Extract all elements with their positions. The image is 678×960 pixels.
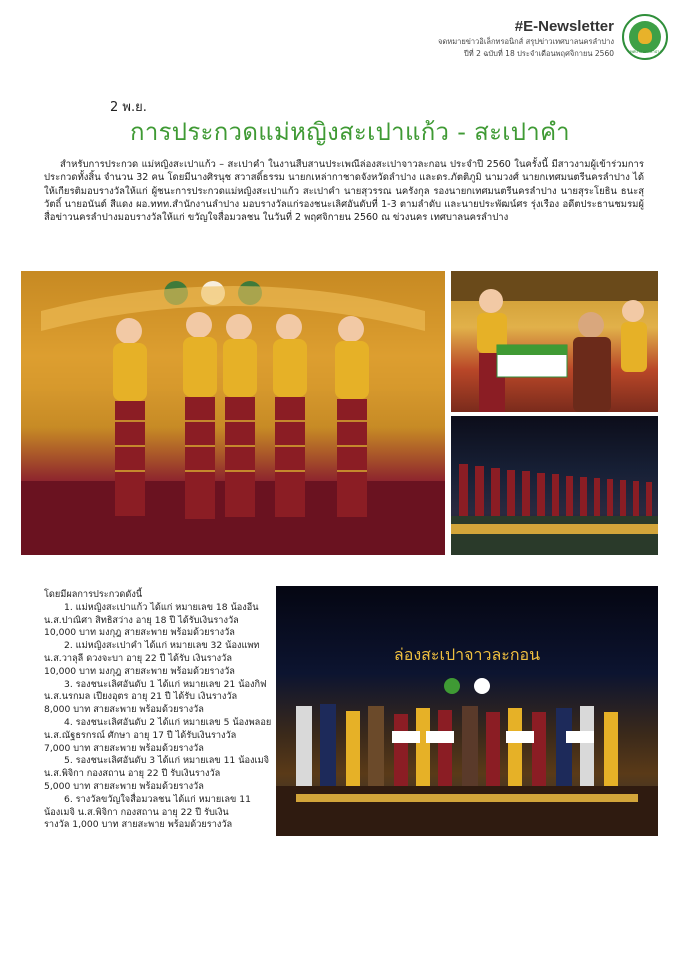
logo-caption: เทศบาลนครลำปาง: [628, 49, 662, 54]
result-item: [44, 717, 272, 755]
result-line: 7,000 บาท สายสะพาย พร้อมด้วยรางวัล: [44, 742, 204, 754]
result-line: น.ส.ณัฐธรกรณ์ ศักษา อายุ 17 ปี ได้รับเงินรางวัล: [44, 729, 237, 741]
result-line: 1. แม่หญิงสะเปาแก้ว ได้แก่ หมายเลข 18 น้องอีน: [64, 601, 259, 613]
result-line: รางวัล 1,000 บาท สายสะพาย พร้อมด้วยรางวัล: [44, 819, 233, 831]
subtitle-line-2: ปีที่ 2 ฉบับที่ 18 ประจำเดือนพฤศจิกายน 2560: [463, 49, 614, 58]
contestants-lineup-photo: [451, 416, 658, 555]
result-line: 10,000 บาท มงกุฎ สายสะพาย พร้อมด้วยรางวัล: [44, 665, 235, 677]
lineup-illustration: [451, 416, 658, 555]
newsletter-title: #E-Newsletter: [514, 18, 614, 35]
intro-paragraph: สำหรับการประกวด แม่หญิงสะเปาแก้ว – สะเปาคำ ในงานสืบสานประเพณีล่องสะเปาจาวละกอน ประจำปี 2560 ในครั้งนี้ มีสาวงามผู้เข้าร่วมการประกวดทั้งสิ้น จำนวน 32 คน โดยมีนางศิรนุช สวาสดิ์ธรรม นายกเหล่ากาชาดจังหวัดลำปาง และดร.ภัตติภูมิ นามวงศ์ นายกเทศมนตรีนครลำปาง ได้ให้เกียรติมอบรางวัลให้แก่ ผู้ชนะการประกวดแม่หญิงสะเปาแก้ว สะเปาคำ นายสุวรรณ นครังกุล รองนายกเทศมนตรีนครลำปาง นายสุระโยธิน ธนะสุวัตถิ์ นายอนันต์ สีแดง ผอ.ททท.สำนักงานลำปาง มอบรางวัลแก่รองชนะเลิศอันดับที่ 1-3 ตามลำดับ และนายประพัฒน์ศร รุ่งเรือง อดีตประธานชมรมผู้สื่อข่าวนครลำปางมอบรางวัลให้แก่ ขวัญใจสื่อมวลชน ในวันที่ 2 พฤศจิกายน 2560 ณ ข่วงนคร เทศบาลนครลำปาง: [44, 159, 644, 224]
results-heading: โดยมีผลการประกวดดังนี้: [44, 589, 143, 600]
result-line: น้องเมจิ น.ส.พิจิกา กองสถาน อายุ 22 ปี รับเงิน: [44, 806, 229, 818]
result-line: 8,000 บาท สายสะพาย พร้อมด้วยรางวัล: [44, 704, 204, 716]
article-intro: [44, 158, 644, 224]
result-item: [44, 640, 272, 678]
result-line: น.ส.พิจิกา กองสถาน อายุ 22 ปี รับเงินรางวัล: [44, 768, 221, 780]
result-line: น.ส.นรกมล เปียงอุตร อายุ 21 ปี ได้รับ เงินรางวัล: [44, 691, 238, 703]
result-line: น.ส.ปาณิศา สิทธิสว่าง อายุ 18 ปี ได้รับเงินรางวัล: [44, 614, 239, 626]
subtitle-line-1: จดหมายข่าวอิเล็กทรอนิกส์ สรุปข่าวเทศบาลนครลำปาง: [438, 37, 614, 46]
municipality-logo: [622, 14, 668, 60]
result-line: 5. รองชนะเลิศอันดับ 3 ได้แก่ หมายเลข 11 น้องเมจิ: [64, 755, 270, 767]
result-line: 2. แม่หญิงสะเปาคำ ได้แก่ หมายเลข 32 น้องแพท: [64, 640, 260, 652]
article-date: 2 พ.ย.: [110, 100, 147, 115]
winners-group-photo: [276, 586, 658, 836]
result-line: 6. รางวัลขวัญใจสื่อมวลชน ได้แก่ หมายเลข 11: [64, 793, 251, 805]
award-illustration: [451, 271, 658, 412]
results-section: [44, 589, 272, 832]
article-title: การประกวดแม่หญิงสะเปาแก้ว - สะเปาคำ: [130, 118, 570, 146]
result-item: [44, 794, 272, 832]
result-item: [44, 602, 272, 640]
result-line: 4. รองชนะเลิศอันดับ 2 ได้แก่ หมายเลข 5 น้องพลอย: [64, 716, 272, 728]
group-illustration: [276, 586, 658, 836]
contestants-stage-photo: [21, 271, 445, 555]
award-presentation-photo: [451, 271, 658, 412]
contestants-illustration: [21, 271, 445, 555]
newsletter-subtitle: [438, 36, 614, 60]
result-line: 10,000 บาท มงกุฎ สายสะพาย พร้อมด้วยรางวัล: [44, 627, 235, 639]
result-line: น.ส.วาลุลี ดวงจะบา อายุ 22 ปี ได้รับ เงินรางวัล: [44, 652, 232, 664]
result-line: 3. รองชนะเลิศอันดับ 1 ได้แก่ หมายเลข 21 น้องกิฟ: [64, 678, 267, 690]
result-item: [44, 755, 272, 793]
result-line: 5,000 บาท สายสะพาย พร้อมด้วยรางวัล: [44, 780, 204, 792]
stage-banner-text: ล่องสะเปาจาวละกอน: [393, 645, 541, 664]
result-item: [44, 679, 272, 717]
